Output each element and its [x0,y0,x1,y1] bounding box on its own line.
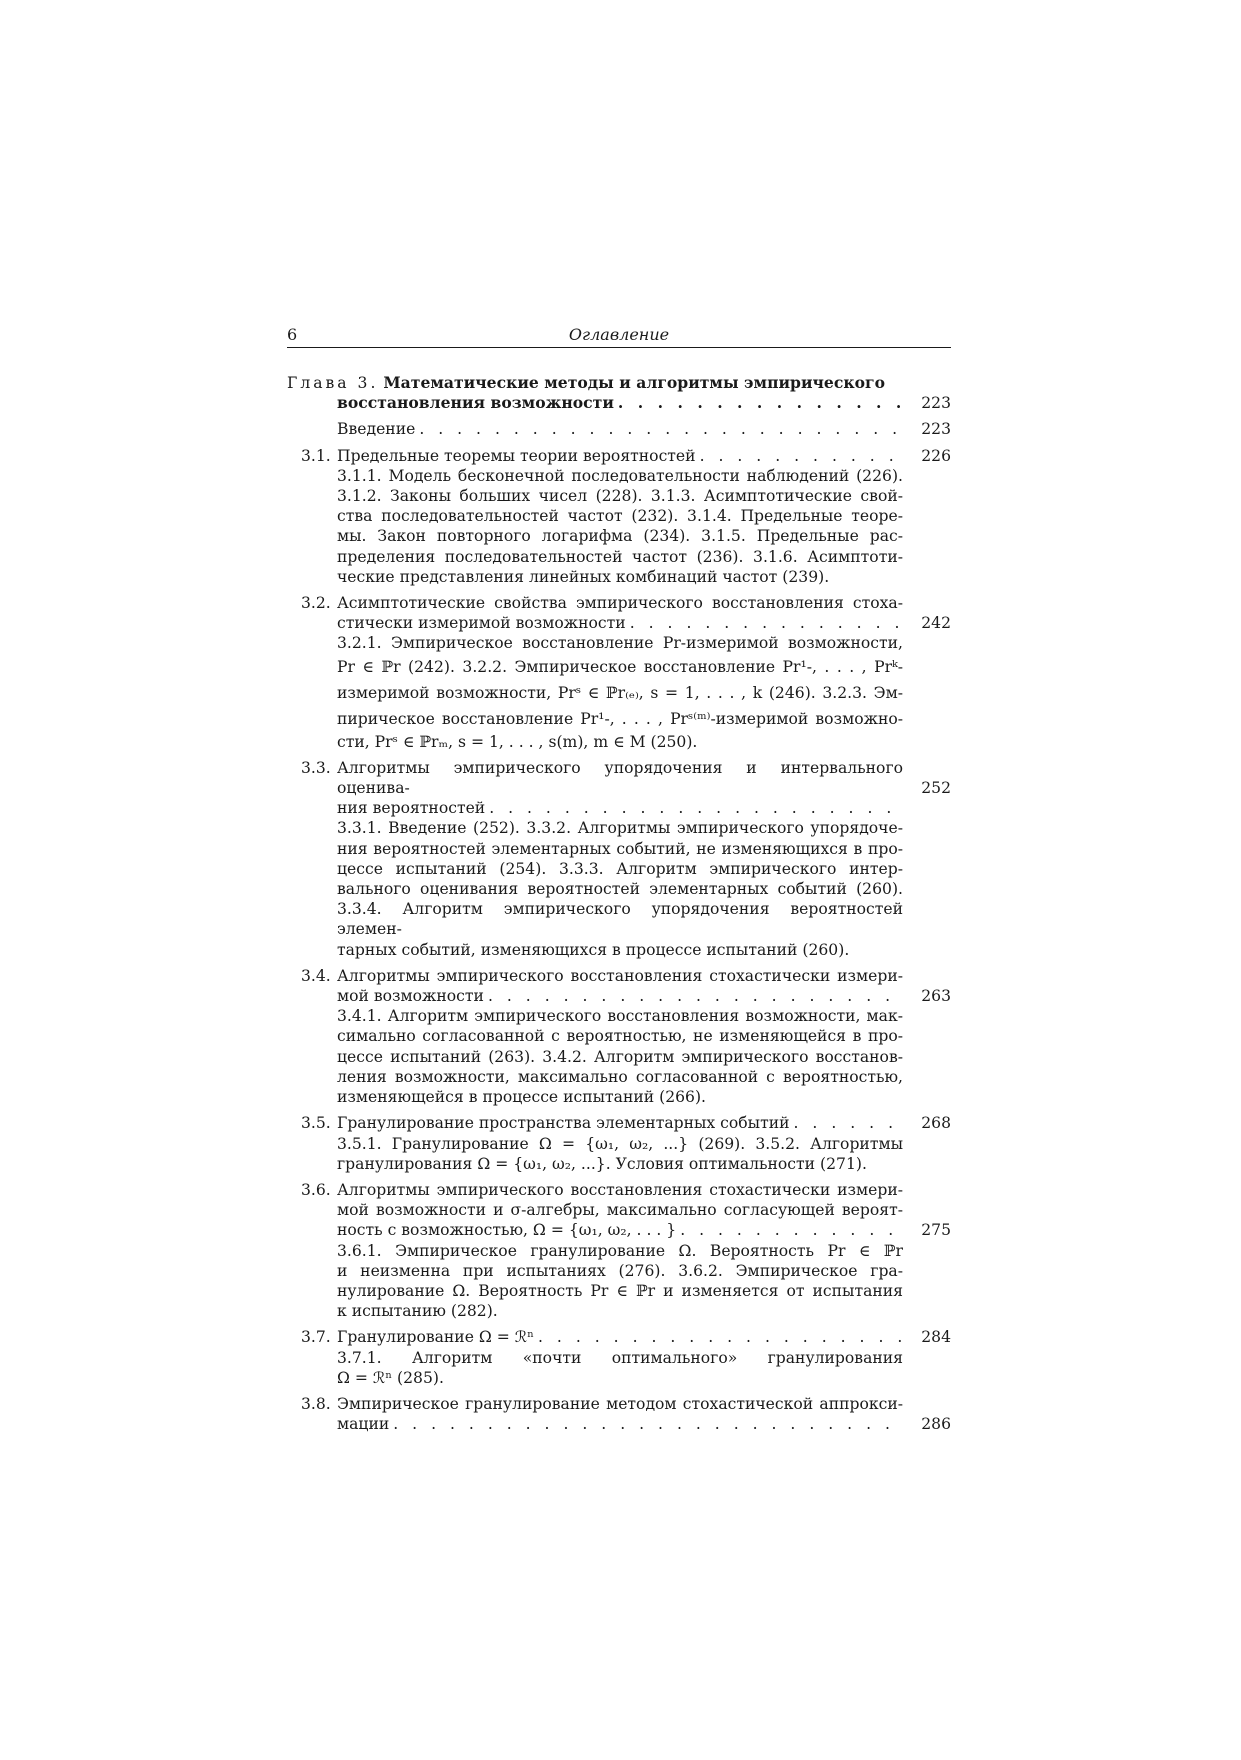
section-page: 252 [921,778,951,797]
chapter-page: 223 [921,394,951,413]
section-title-line [337,986,903,1006]
dot-leader [538,1327,903,1347]
section-title: мации [337,1415,390,1434]
chapter-title-continued: восстановления возможности [337,393,614,413]
toc-section[interactable] [287,593,951,752]
subsection-line: вального оценивания вероятностей элементарных событий (260). [337,880,903,899]
book-page [287,325,951,1440]
section-number: 3.4. [301,966,331,985]
section-title-line [337,1327,903,1347]
section-page: 286 [921,1414,951,1433]
dot-leader [489,798,903,818]
section-number: 3.6. [301,1180,331,1199]
dot-leader [618,393,903,413]
toc-section[interactable] [287,1113,951,1174]
subsection-line: ства последовательностей частот (232). 3.1.4. Предельные теоре- [337,507,903,526]
toc-section[interactable] [287,758,951,960]
dot-leader [630,613,903,633]
page-number: 6 [287,325,298,344]
subsection-line: пирическое восстановление Pr¹-, . . . , Prˢ⁽ᵐ⁾-измеримой возможно- [337,709,903,728]
subsection-line: цессе испытаний (254). 3.3.3. Алгоритм эмпирического интер- [337,859,903,878]
section-title: мой возможности [337,987,484,1006]
subsection-line: 3.1.1. Модель бесконечной последовательности наблюдений (226). [337,466,903,485]
dot-leader [393,1414,903,1434]
dot-leader [680,1220,903,1240]
dot-leader [700,446,903,466]
section-number: 3.7. [301,1328,331,1347]
section-title: Гранулирование Ω = ℛⁿ [337,1328,534,1347]
section-title-line: Алгоритмы эмпирического восстановления стохастически измери- [337,1180,903,1199]
subsection-line: 3.1.2. Законы больших чисел (228). 3.1.3. Асимптотические свой- [337,487,903,506]
subsection-line: пределения последовательностей частот (236). 3.1.6. Асимптоти- [337,547,903,566]
subsection-line: сти, Prˢ ∈ ℙrₘ, s = 1, . . . , s(m), m ∈ M (250). [337,732,698,751]
subsection-line: 3.6.1. Эмпирическое гранулирование Ω. Вероятность Pr ∈ ℙr [337,1241,903,1260]
section-title: ность с возможностью, Ω = {ω₁, ω₂, . . . } [337,1221,677,1240]
section-title-line [337,1113,903,1133]
subsection-line: 3.3.4. Алгоритм эмпирического упорядочения вероятностей элемен- [337,900,903,939]
subsection-line: и неизменна при испытаниях (276). 3.6.2. Эмпирическое гра- [337,1261,903,1280]
section-title-line: Асимптотические свойства эмпирического восстановления стоха- [337,594,903,613]
chapter-title: Математические методы и алгоритмы эмпирического [383,373,885,392]
dot-leader [794,1113,904,1133]
subsection-line: гранулирования Ω = {ω₁, ω₂, ...}. Условия оптимальности (271). [337,1154,867,1173]
chapter-label: Глава 3. [287,374,379,392]
toc-section[interactable] [287,1327,951,1388]
subsection-line: измеримой возможности, Prˢ ∈ ℙr₍ₑ₎, s = 1, . . . , k (246). 3.2.3. Эм- [337,683,903,702]
section-page: 275 [921,1220,951,1239]
subsection-line: мы. Закон повторного логарифма (234). 3.1.5. Предельные рас- [337,527,903,546]
toc-section[interactable] [287,446,951,587]
toc-section[interactable] [287,1394,951,1434]
subsection-line: изменяющейся в процессе испытаний (266). [337,1088,706,1107]
toc-section[interactable] [287,1180,951,1321]
section-title-line [337,446,903,466]
chapter-title-line-2 [287,393,903,413]
chapter-title-line [287,373,903,393]
subsection-line: симально согласованной с вероятностью, не изменяющейся в про- [337,1027,903,1046]
subsection-line: 3.7.1. Алгоритм «почти оптимального» гранулирования [337,1348,903,1367]
subsection-line: цессе испытаний (263). 3.4.2. Алгоритм эмпирического восстанов- [337,1047,903,1066]
section-title-line [337,1414,903,1434]
intro-entry[interactable] [287,419,951,439]
subsection-line: 3.3.1. Введение (252). 3.3.2. Алгоритмы эмпирического упорядоче- [337,819,903,838]
running-title: Оглавление [568,325,670,344]
running-head [287,325,951,348]
section-title-line [337,798,903,818]
subsection-line: Pr ∈ ℙr (242). 3.2.2. Эмпирическое восстановление Pr¹-, . . . , Prᵏ- [337,657,903,676]
section-number: 3.8. [301,1394,331,1413]
section-number: 3.5. [301,1114,331,1133]
section-title: Предельные теоремы теории вероятностей [337,446,696,465]
section-title-line [337,1220,903,1240]
subsection-line: ления возможности, максимально согласованной с вероятностью, [337,1067,903,1086]
subsection-line: 3.5.1. Гранулирование Ω = {ω₁, ω₂, ...} (269). 3.5.2. Алгоритмы [337,1134,903,1153]
section-number: 3.2. [301,594,331,613]
section-title: стически измеримой возможности [337,614,626,633]
section-page: 268 [921,1114,951,1133]
section-number: 3.3. [301,758,331,777]
subsection-line: тарных событий, изменяющихся в процессе испытаний (260). [337,940,850,959]
chapter-entry[interactable] [287,373,951,413]
subsection-line: 3.4.1. Алгоритм эмпирического восстановления возможности, мак- [337,1007,903,1026]
toc-section[interactable] [287,966,951,1107]
section-title-line [337,613,903,633]
section-title-line: Алгоритмы эмпирического восстановления стохастически измери- [337,966,903,985]
subsection-line: 3.2.1. Эмпирическое восстановление Pr-измеримой возможности, [337,634,903,653]
section-page: 226 [921,446,951,465]
intro-page: 223 [921,420,951,439]
section-title-line: Эмпирическое гранулирование методом стохастической аппрокси- [337,1394,903,1413]
section-page: 263 [921,986,951,1005]
section-page: 242 [921,614,951,633]
section-title-line: мой возможности и σ-алгебры, максимально согласующей вероят- [337,1201,903,1220]
section-title: ния вероятностей [337,799,486,818]
section-page: 284 [921,1328,951,1347]
subsection-line: нулирование Ω. Вероятность Pr ∈ ℙr и изменяется от испытания [337,1281,903,1300]
subsection-line: ческие представления линейных комбинаций частот (239). [337,567,830,586]
dot-leader [419,419,903,439]
intro-label: Введение [337,420,416,439]
subsection-line: Ω = ℛⁿ (285). [337,1368,444,1387]
intro-line [337,419,903,439]
section-title: Гранулирование пространства элементарных событий [337,1114,790,1133]
section-title-line: Алгоритмы эмпирического упорядочения и интервального оценива- [337,758,903,798]
subsection-line: ния вероятностей элементарных событий, не изменяющихся в про- [337,839,903,858]
dot-leader [488,986,903,1006]
table-of-contents [287,373,951,1434]
section-number: 3.1. [301,446,331,465]
subsection-line: к испытанию (282). [337,1302,498,1321]
